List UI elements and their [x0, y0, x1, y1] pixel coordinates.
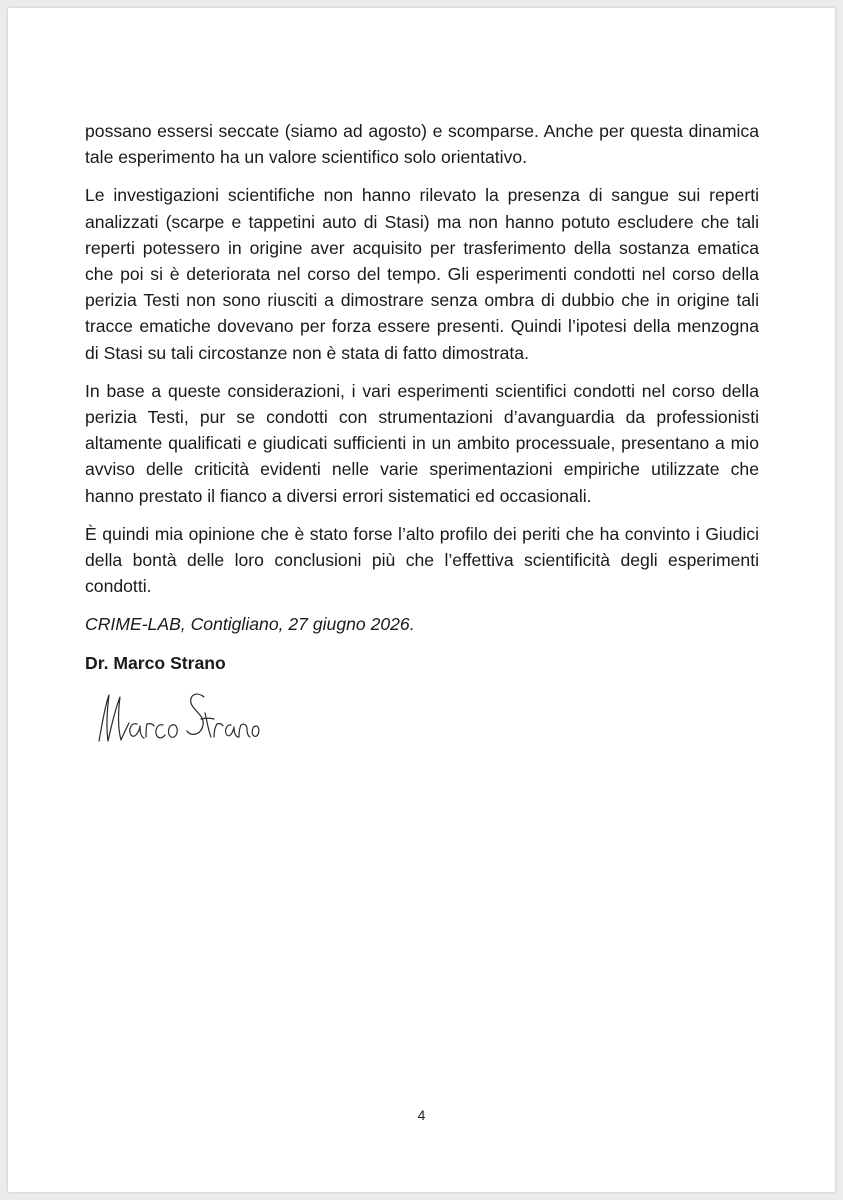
text-line: Le investigazioni scientifiche non hanno rilevato la presenza di sangue sui reperti	[85, 185, 759, 206]
text-line: hanno prestato il fianco a diversi errori sistematici ed occasionali.	[85, 485, 592, 506]
text-line: tracce ematiche dovevano per forza essere presenti. Quindi l’ipotesi della menzogna	[85, 316, 759, 337]
text-line: avviso delle criticità evidenti nelle varie sperimentazioni empiriche utilizzate che	[85, 459, 759, 480]
text-line: perizia Testi non sono riusciti a dimostrare senza ombra di dubbio che in origine tali	[85, 290, 759, 311]
text-line: perizia Testi, pur se condotti con strumentazioni d’avanguardia da professionisti	[85, 407, 759, 428]
text-line: reperti potessero in origine aver acquisito per trasferimento della sostanza ematica	[85, 237, 759, 258]
place-date: CRIME-LAB, Contigliano, 27 giugno 2026.	[85, 614, 415, 635]
text-line: analizzati (scarpe e tappetini auto di Stasi) ma non hanno potuto escludere che tali	[85, 211, 759, 232]
document-body	[85, 118, 759, 676]
text-line: altamente qualificati e giudicati sufficienti in un ambito processuale, presentano a mio	[85, 433, 759, 454]
text-line: possano essersi seccate (siamo ad agosto) e scomparse. Anche per questa dinamica	[85, 121, 759, 141]
paragraph-1	[85, 118, 759, 170]
text-line: tale esperimento ha un valore scientifico solo orientativo.	[85, 147, 528, 168]
author-name: Dr. Marco Strano	[85, 652, 226, 673]
handwritten-signature	[93, 683, 263, 753]
text-line: condotti.	[85, 576, 152, 597]
document-page	[8, 8, 835, 1192]
text-line: che poi si è deteriorata nel corso del tempo. Gli esperimenti condotti nel corso della	[85, 264, 759, 285]
text-line: della bontà delle loro conclusioni più che l’effettiva scientificità degli esperimenti	[85, 550, 759, 571]
page-number: 4	[417, 1107, 426, 1123]
paragraph-4	[85, 521, 759, 600]
paragraph-2	[85, 182, 759, 365]
text-line: di Stasi su tali circostanze non è stata di fatto dimostrata.	[85, 342, 529, 363]
text-line: È quindi mia opinione che è stato forse l’alto profilo dei periti che ha convinto i Giudici	[85, 523, 759, 544]
paragraph-3	[85, 378, 759, 509]
text-line: In base a queste considerazioni, i vari esperimenti scientifici condotti nel corso della	[85, 380, 759, 401]
